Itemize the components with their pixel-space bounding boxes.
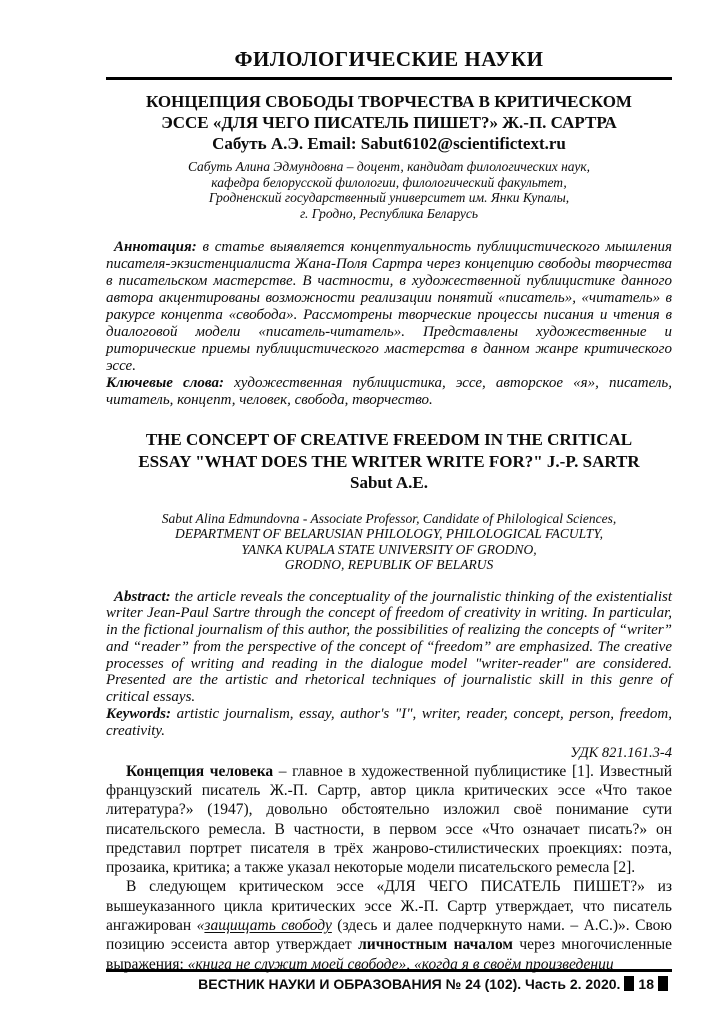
abstract-en [106,589,672,707]
article-title-en-line2: ESSAY "WHAT DOES THE WRITER WRITE FOR?" J.-P. SARTR [138,451,640,471]
body-paragraph [106,762,672,878]
affiliation-ru-line: Сабуть Алина Эдмундовна – доцент, кандидат филологических наук, [187,159,591,174]
section-header: ФИЛОЛОГИЧЕСКИЕ НАУКИ [234,47,544,71]
journal-title: ВЕСТНИК НАУКИ И ОБРАЗОВАНИЯ № 24 (102). Часть 2. 2020. [198,976,621,992]
article-title-ru-line2: ЭССЕ «ДЛЯ ЧЕГО ПИСАТЕЛЬ ПИШЕТ?» Ж.-П. САРТРА [161,113,617,132]
keywords-en-label: Keywords: [106,706,171,723]
body-run: « [196,917,205,935]
author-affiliation-ru [106,159,672,221]
page-footer [106,969,672,993]
affiliation-en-line: Sabut Alina Edmundovna - Associate Professor, Candidate of Philological Sciences, [161,510,617,526]
affiliation-ru-line: кафедра белорусской филологии, филологический факультет, [211,174,567,190]
article-title-ru-line1: КОНЦЕПЦИЯ СВОБОДЫ ТВОРЧЕСТВА В КРИТИЧЕСКОМ [146,92,632,111]
keywords-en [106,706,672,740]
body-run: – главное в художественной публицистике [1]. Известный французский писатель Ж.-П. Сартр, автор цикла критических эссе «Что такое литература?» (1947), довольно обстоятельно изложил своё понимание сути писательского ремесла. В частности, в первом эссе «Что означает писать?» он представил портрет писателя в трёх жанрово-стилистических проекциях: поэта, прозаика, критика; а также указал некоторые модели писательского ремесла [2]. [106,762,672,877]
keywords-ru-text: художественная публицистика, эссе, авторское «я», писатель, читатель, концепт, человек, свобода, творчество. [106,375,672,408]
body-run: моей [311,955,344,973]
article-title-en [106,429,672,494]
body-run: произведении [521,955,614,973]
article-title-en-line1: THE CONCEPT OF CREATIVE FREEDOM IN THE CRITICAL [145,430,633,449]
body-paragraph [106,877,672,973]
affiliation-en-line: YANKA KUPALA STATE UNIVERSITY OF GRODNO, [241,541,537,557]
udc-code: УДК 821.161.3-4 [570,744,672,761]
affiliation-ru-line: г. Гродно, Республика Беларусь [299,205,479,221]
author-line-en: Sabut A.E. [350,473,428,492]
body-run: В следующем критическом эссе «ДЛЯ ЧЕГО ПИСАТЕЛЬ ПИШЕТ?» из вышеуказанного цикла критических эссе Ж.-П. Сартр утверждает, что писатель ангажирован [106,878,672,935]
header-rule [106,77,672,80]
keywords-ru-label: Ключевые слова: [106,375,224,391]
body-run: «книга не служит [187,955,312,973]
article-title-ru [106,91,672,154]
keywords-en-text: artistic journalism, essay, author's "I", writer, reader, concept, person, freedom, creativity. [106,706,673,739]
footer-line [106,976,672,993]
affiliation-ru-line: Гродненский государственный университет им. Янки Купалы, [208,190,570,205]
body-run: через многочисленные выражения: [106,936,673,973]
body-run: свободе», «когда [343,955,462,973]
page-number-marker-right [658,976,668,991]
abstract-ru [106,239,672,375]
keywords-ru [106,375,672,409]
page-number-marker-left [624,976,634,991]
body-run: (здесь и далее подчеркнуто нами. – А.С.)». Свою позицию эссеиста автор утверждает [106,917,672,954]
body-run: я в своём [461,955,522,973]
body-run: защищать свободу [204,917,332,935]
abstract-en-label: Abstract: [114,588,171,605]
body-run: Концепция человека [126,762,274,780]
abstract-en-text: the article reveals the conceptuality of the journalistic thinking of the existentialist writer Jean-Paul Sartre through the concept of freedom of creativity in writing. In particular, in the fictional journalism of this author, the possibilities of realizing the concepts of “writer” and “reader” from the perspective of the concept of “freedom” are emphasized. The creative processes of writing and reading in the dialogue model "writer-reader" are considered. Presented are the artistic and rhetorical techniques of journalistic skill in this genre of critical essays. [106,588,672,706]
affiliation-en-line: GRODNO, REPUBLIK OF BELARUS [284,557,494,572]
abstract-ru-label: Аннотация: [114,239,197,255]
footer-rule [106,969,672,972]
affiliation-en-line: DEPARTMENT OF BELARUSIAN PHILOLOGY, PHILOLOGICAL FACULTY, [175,526,603,541]
body-run: личностным началом [358,936,513,954]
abstract-ru-text: в статье выявляется концептуальность публицистического мышления писателя-экзистенциалиста Жана-Поля Сартра через концепцию свободы творчества в писательском мастерстве. В частности, в художественной публицистике данного автора акцентированы возможности реализации понятий «писатель», «читатель» в ракурсе концепта «свобода». Рассмотрены творческие процессы писания и чтения в диалоговой модели «писатель-читатель». Представлены художественные и риторические приемы публицистического мастерства в данном жанре критического эссе. [106,239,672,374]
author-affiliation-en [106,511,672,573]
author-email-line: Сабуть А.Э. Email: Sabut6102@scientifictext.ru [212,134,566,153]
page-number: 18 [638,976,654,992]
